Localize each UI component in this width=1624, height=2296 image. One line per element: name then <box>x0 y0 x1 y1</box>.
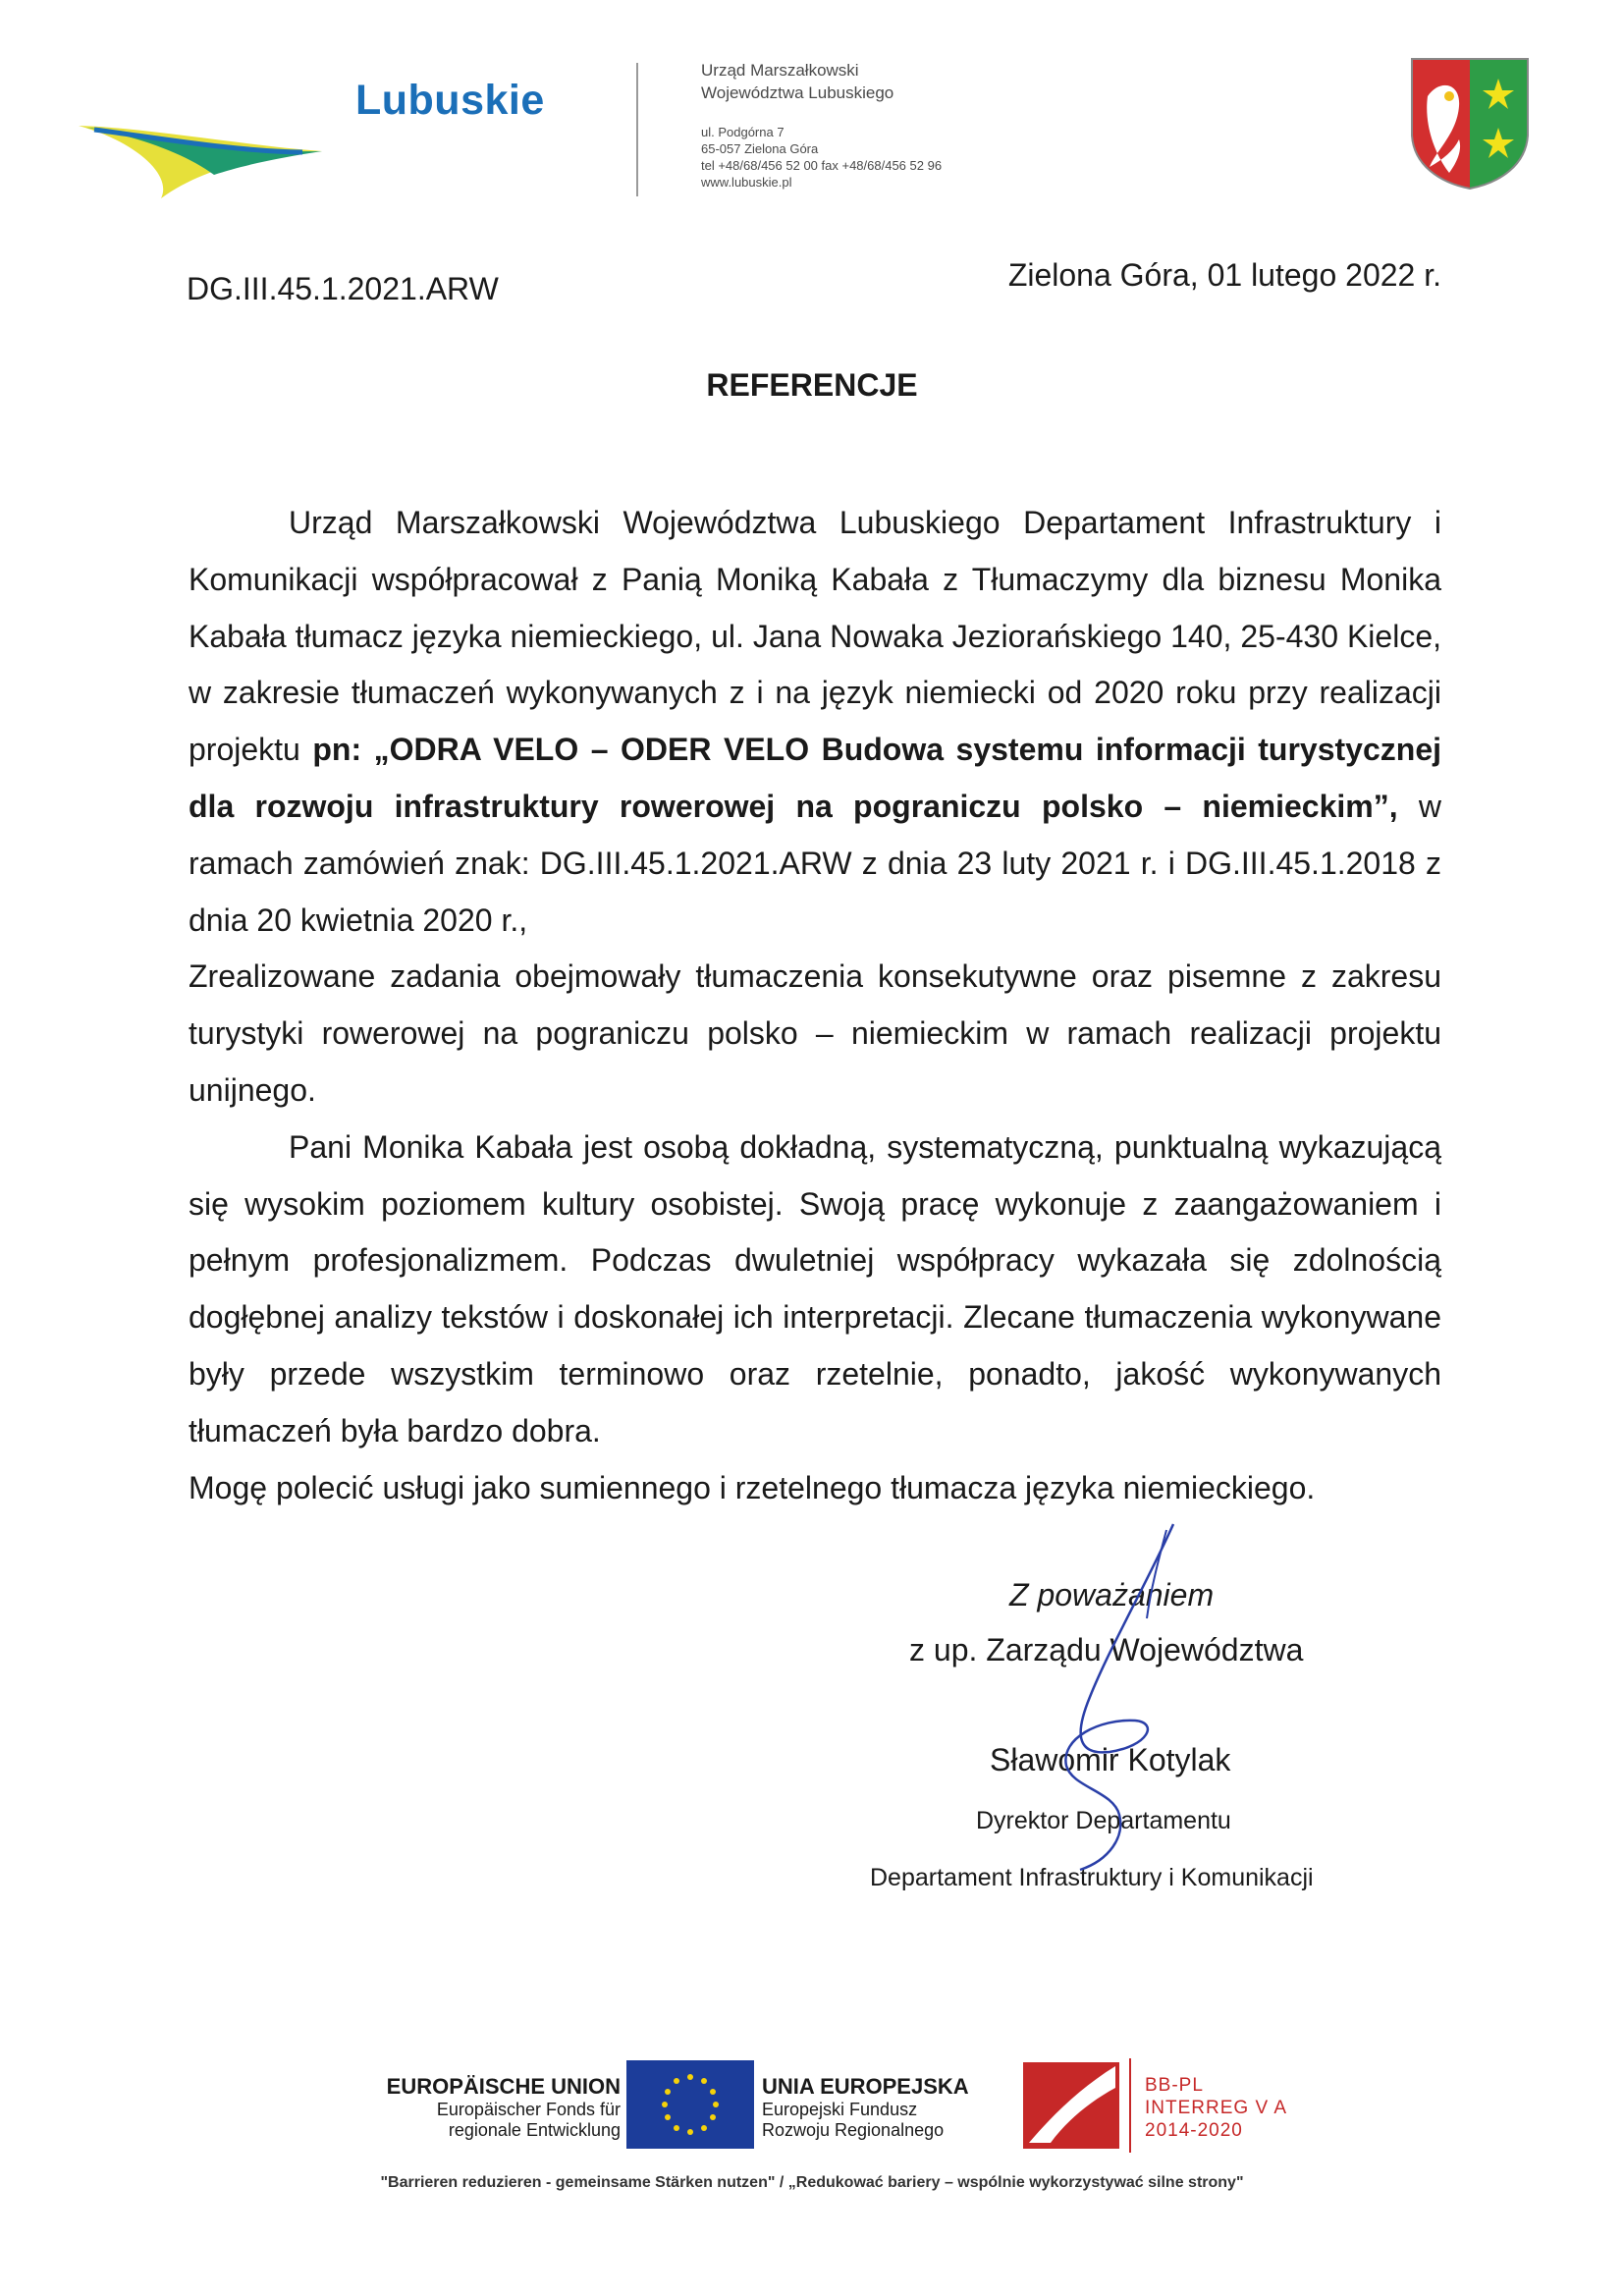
eu-de-line1: Europäischer Fonds für <box>436 2100 621 2119</box>
paragraph-3: Pani Monika Kabała jest osobą dokładną, systematyczną, punktualną wykazującą się wysokim poziomem kultury osobistej. Swoją pracę wykonuje z zaangażowaniem i pełnym profesjonalizmem. Podczas dwuletniej współpracy wykazała się zdolnością dogłębnej analizy tekstów i doskonałej ich interpretacji. Zlecane tłumaczenia wykonywane były przede wszystkim terminowo oraz rzetelnie, ponadto, jakość wykonywanych tłumaczeń była bardzo dobra. <box>189 1128 1441 1449</box>
office-name-line2: Województwa Lubuskiego <box>701 83 894 102</box>
address-phone: tel +48/68/456 52 00 fax +48/68/456 52 96 <box>701 158 943 173</box>
program-line2: INTERREG V A <box>1145 2098 1288 2118</box>
paragraph-1 <box>189 495 1441 949</box>
office-block <box>701 59 942 191</box>
handwritten-signature <box>1041 1520 1178 1874</box>
eu-label-german <box>355 2074 621 2141</box>
eu-pl-line2: Rozwoju Regionalnego <box>762 2120 945 2140</box>
eu-pl-line1: Europejski Fundusz <box>762 2100 918 2119</box>
letter-body <box>189 495 1441 1516</box>
interreg-logo-icon <box>1021 2058 1123 2153</box>
eu-de-line2: regionale Entwicklung <box>448 2120 621 2140</box>
project-name: pn: „ODRA VELO – ODER VELO Budowa systemu informacji turystycznej dla rozwoju infrastruktury rowerowej na pograniczu polsko – niemieckim”, <box>189 732 1442 824</box>
paragraph-1-text-a: Urząd Marszałkowski Województwa Lubuskiego Departament Infrastruktury i Komunikacji współpracował z Panią Moniką Kabała z Tłumaczymy dla biznesu Monika Kabała tłumacz języka niemieckiego, ul. Jana Nowaka Jeziorańskiego 140, 25-430 Kielce, w zakresie tłumaczeń wykonywanych z i na język niemiecki od 2020 roku przy realizacji projektu <box>189 505 1441 768</box>
program-line3: 2014-2020 <box>1145 2120 1243 2141</box>
header-divider <box>636 63 638 196</box>
eu-pl-title: UNIA EUROPEJSKA <box>762 2074 969 2099</box>
eu-flag-icon <box>626 2060 754 2149</box>
lubuskie-logo-swoosh <box>77 106 342 200</box>
eu-label-polish <box>762 2074 1007 2141</box>
document-title: REFERENCJE <box>706 367 918 403</box>
eu-de-title: EUROPÄISCHE UNION <box>386 2074 621 2099</box>
paragraph-1-text-b: w ramach zamówień znak: DG.III.45.1.2021.ARW z dnia 23 luty 2021 r. i DG.III.45.1.2018 z dnia 20 kwietnia 2020 r., <box>189 788 1442 938</box>
brand-name: Lubuskie <box>355 77 545 124</box>
program-line1: BB-PL <box>1145 2075 1204 2096</box>
footer-slogan: "Barrieren reduzieren - gemeinsame Stärken nutzen" / „Redukować bariery – wspólnie wykorzystywać silne strony" <box>380 2174 1244 2191</box>
reference-number: DG.III.45.1.2021.ARW <box>187 271 499 306</box>
date-line: Zielona Góra, 01 lutego 2022 r. <box>1007 257 1441 293</box>
paragraph-4: Mogę polecić usługi jako sumiennego i rzetelnego tłumacza języka niemieckiego. <box>189 1469 1316 1505</box>
address-website: www.lubuskie.pl <box>701 175 792 190</box>
address-street: ul. Podgórna 7 <box>701 125 785 139</box>
office-address <box>701 124 942 191</box>
closing-authority: z up. Zarządu Województwa <box>909 1632 1304 1667</box>
footer-divider <box>1129 2058 1131 2153</box>
closing-salutation: Z poważaniem <box>1009 1577 1215 1613</box>
address-city: 65-057 Zielona Góra <box>701 141 819 156</box>
office-name-line1: Urząd Marszałkowski <box>701 61 859 80</box>
coat-of-arms-icon <box>1410 57 1530 194</box>
paragraph-2: Zrealizowane zadania obejmowały tłumaczenia konsekutywne oraz pisemne z zakresu turystyki rowerowej na pograniczu polsko – niemieckim w ramach realizacji projektu unijnego. <box>189 958 1441 1108</box>
interreg-label <box>1145 2074 1287 2142</box>
signatory-title: Dyrektor Departamentu <box>976 1807 1231 1834</box>
signatory-department: Departament Infrastruktury i Komunikacji <box>870 1864 1314 1891</box>
signatory-name: Sławomir Kotylak <box>990 1742 1231 1777</box>
